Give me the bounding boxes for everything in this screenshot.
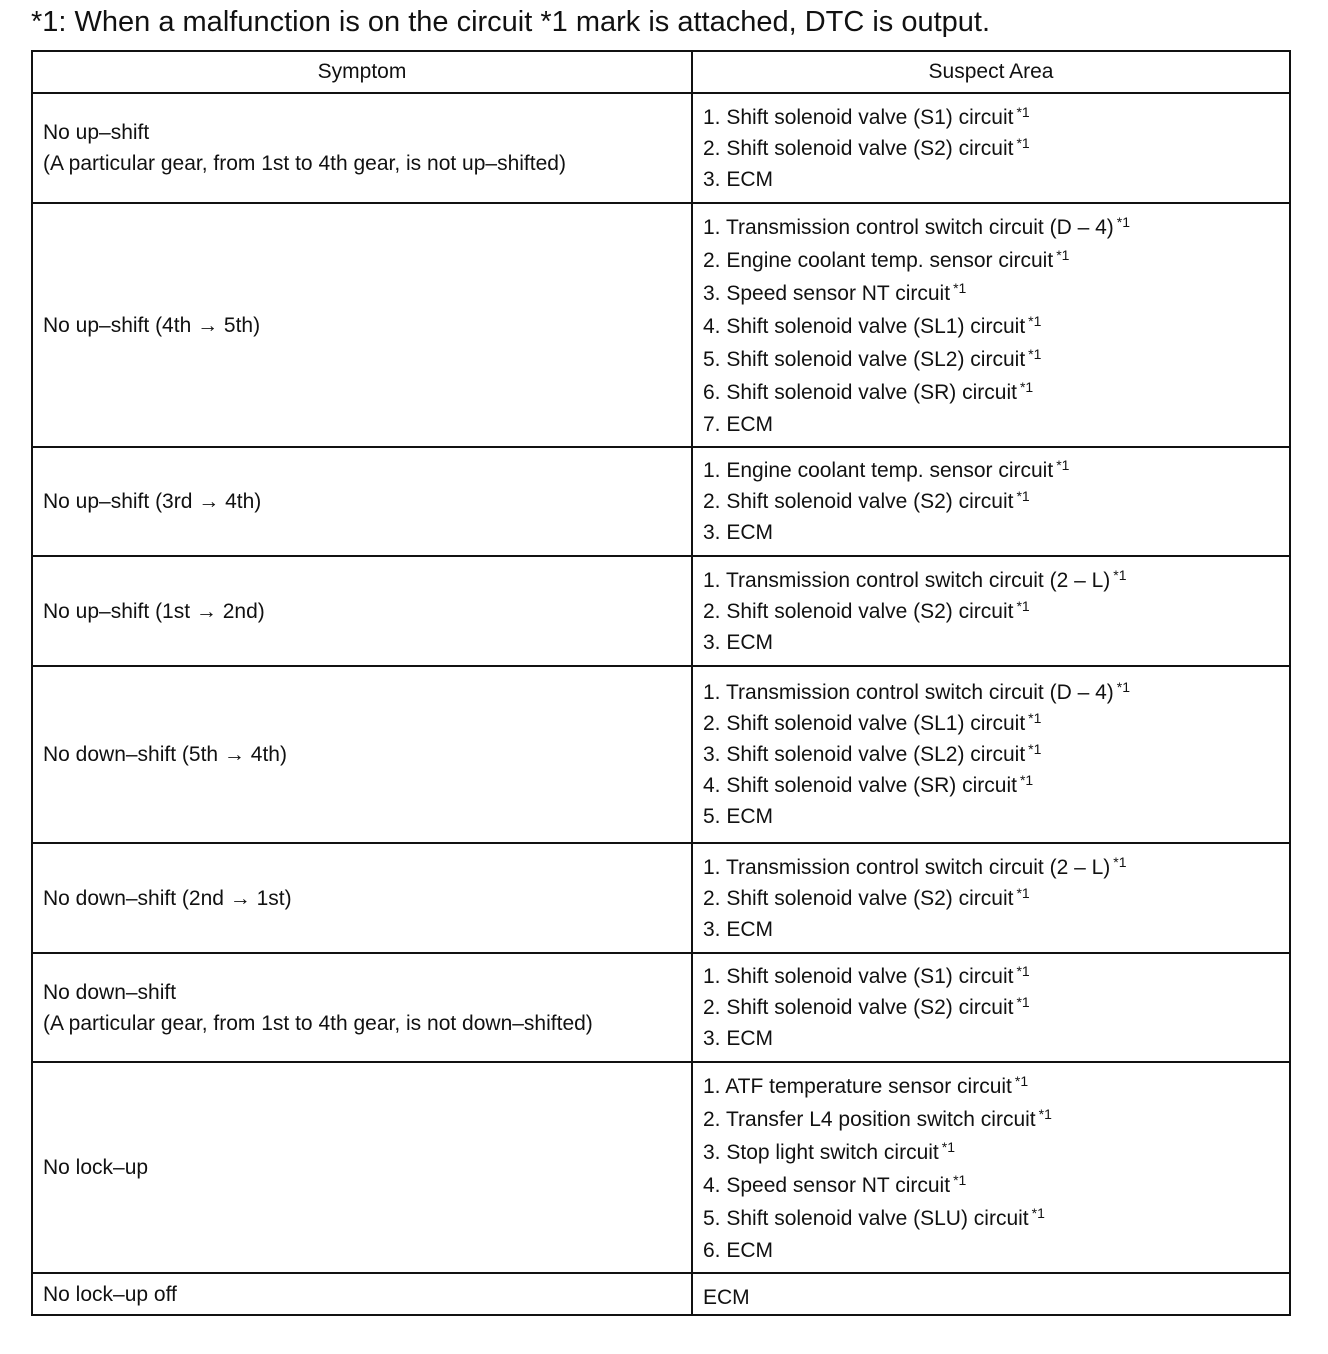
suspect-item-text: 4. Shift solenoid valve (SL1) circuit	[703, 314, 1026, 338]
suspect-item	[703, 1235, 1279, 1266]
suspect-item	[703, 565, 1279, 596]
symptom-cell	[32, 843, 692, 953]
symptom-line: No up–shift (1st → 2nd)	[43, 599, 265, 623]
dtc-mark: *1	[1038, 1105, 1052, 1122]
symptom-line: No lock–up off	[43, 1282, 177, 1306]
suspect-item-text: 5. Shift solenoid valve (SL2) circuit	[703, 347, 1026, 371]
suspect-item-text: 3. Speed sensor NT circuit	[703, 281, 951, 305]
dtc-mark: *1	[953, 279, 967, 296]
suspect-item	[703, 486, 1279, 517]
symptom-line: No up–shift	[43, 121, 150, 144]
suspect-item	[703, 310, 1279, 343]
symptom-cell	[32, 1062, 692, 1273]
suspect-item-text: 2. Shift solenoid valve (S2) circuit	[703, 490, 1014, 513]
suspect-item-text: 4. Speed sensor NT circuit	[703, 1173, 951, 1197]
suspect-item	[703, 1070, 1279, 1103]
suspect-item-text: 6. ECM	[703, 1238, 774, 1262]
suspect-item-text: 3. ECM	[703, 167, 774, 191]
suspect-item-text: 1. Engine coolant temp. sensor circuit	[703, 459, 1054, 482]
dtc-mark: *1	[1028, 312, 1042, 329]
suspect-area-cell	[692, 93, 1290, 203]
suspect-item-text: 2. Shift solenoid valve (SL1) circuit	[703, 712, 1026, 735]
suspect-area-cell	[692, 843, 1290, 953]
suspect-item	[703, 992, 1279, 1023]
table-row	[32, 203, 1290, 447]
symptom-cell	[32, 203, 692, 447]
header-row	[32, 51, 1290, 93]
suspect-item	[703, 164, 1279, 195]
suspect-item-text: 3. Shift solenoid valve (SL2) circuit	[703, 743, 1026, 766]
symptom-line: No down–shift	[43, 980, 177, 1004]
suspect-item	[703, 627, 1279, 658]
symptom-cell	[32, 953, 692, 1062]
suspect-area-cell	[692, 1273, 1290, 1315]
dtc-mark: *1	[1116, 679, 1131, 695]
dtc-mark: *1	[1016, 884, 1030, 901]
symptom-cell	[32, 556, 692, 666]
symptom-cell	[32, 1273, 692, 1315]
suspect-area-cell	[692, 447, 1290, 556]
suspect-item-text: 1. Transmission control switch circuit (2 – L)	[703, 855, 1111, 879]
suspect-item-text: 3. ECM	[703, 917, 774, 941]
table-row	[32, 666, 1290, 843]
suspect-item	[703, 517, 1279, 548]
dtc-mark: *1	[1019, 772, 1034, 788]
table-row	[32, 953, 1290, 1062]
suspect-item	[703, 1279, 1279, 1310]
dtc-mark: *1	[1116, 213, 1131, 230]
suspect-area-cell	[692, 203, 1290, 447]
dtc-mark: *1	[1014, 1072, 1029, 1089]
dtc-mark: *1	[1113, 853, 1127, 870]
symptom-line: No up–shift (4th → 5th)	[43, 313, 261, 337]
dtc-mark: *1	[1113, 566, 1127, 583]
suspect-item	[703, 102, 1279, 133]
suspect-item-text: 1. Shift solenoid valve (S1) circuit	[703, 105, 1014, 129]
suspect-item-text: 3. ECM	[703, 630, 774, 654]
suspect-item-text: 4. Shift solenoid valve (SR) circuit	[703, 774, 1017, 797]
dtc-mark: *1	[1016, 963, 1030, 979]
suspect-item-text: 3. ECM	[703, 521, 774, 544]
symptom-line: (A particular gear, from 1st to 4th gear, is not up–shifted)	[43, 152, 566, 175]
suspect-item-text: 3. Stop light switch circuit	[703, 1140, 939, 1164]
suspect-item	[703, 1103, 1279, 1136]
suspect-item	[703, 211, 1279, 244]
dtc-mark: *1	[1016, 103, 1030, 120]
suspect-item	[703, 677, 1279, 708]
suspect-item	[703, 343, 1279, 376]
suspect-item	[703, 133, 1279, 164]
suspect-item-text: 2. Engine coolant temp. sensor circuit	[703, 248, 1054, 272]
suspect-area-cell	[692, 556, 1290, 666]
dtc-mark: *1	[1056, 246, 1070, 263]
header-suspect-area: Suspect Area	[692, 51, 1290, 93]
dtc-mark: *1	[1019, 378, 1034, 395]
table-row	[32, 556, 1290, 666]
suspect-item	[703, 277, 1279, 310]
dtc-mark: *1	[1016, 488, 1030, 504]
dtc-mark: *1	[1028, 710, 1042, 726]
suspect-item-text: 2. Shift solenoid valve (S2) circuit	[703, 136, 1014, 160]
symptom-cell	[32, 447, 692, 556]
suspect-area-cell	[692, 1062, 1290, 1273]
table-row	[32, 447, 1290, 556]
table-row	[32, 1062, 1290, 1273]
symptom-line: No down–shift (2nd → 1st)	[43, 886, 292, 910]
suspect-area-cell	[692, 666, 1290, 843]
suspect-item	[703, 883, 1279, 914]
dtc-mark: *1	[1016, 134, 1030, 151]
suspect-item	[703, 1023, 1279, 1054]
symptom-line: No up–shift (3rd → 4th)	[43, 490, 262, 513]
suspect-item	[703, 739, 1279, 770]
dtc-mark: *1	[1031, 1204, 1045, 1221]
suspect-item-text: 5. ECM	[703, 805, 774, 828]
suspect-item	[703, 961, 1279, 992]
suspect-item	[703, 914, 1279, 945]
suspect-item-text: 1. ATF temperature sensor circuit	[703, 1074, 1012, 1098]
symptom-table	[31, 50, 1291, 1316]
dtc-mark: *1	[1016, 597, 1030, 614]
table-row	[32, 843, 1290, 953]
table-row	[32, 1273, 1290, 1315]
suspect-item	[703, 852, 1279, 883]
dtc-mark: *1	[1028, 741, 1042, 757]
suspect-item	[703, 376, 1279, 409]
dtc-mark: *1	[1056, 457, 1070, 473]
suspect-item-text: ECM	[703, 1285, 750, 1309]
suspect-item-text: 3. ECM	[703, 1027, 774, 1050]
dtc-mark: *1	[953, 1171, 967, 1188]
symptom-line: No down–shift (5th → 4th)	[43, 743, 287, 766]
table-body	[32, 93, 1290, 1315]
suspect-item-text: 5. Shift solenoid valve (SLU) circuit	[703, 1206, 1029, 1230]
suspect-item	[703, 801, 1279, 832]
suspect-item	[703, 708, 1279, 739]
dtc-mark: *1	[1016, 994, 1030, 1010]
footnote-text: *1: When a malfunction is on the circuit *1 mark is attached, DTC is output.	[31, 6, 991, 38]
suspect-item	[703, 455, 1279, 486]
suspect-item	[703, 1169, 1279, 1202]
symptom-line: (A particular gear, from 1st to 4th gear, is not down–shifted)	[43, 1011, 593, 1035]
suspect-item-text: 1. Shift solenoid valve (S1) circuit	[703, 965, 1014, 988]
dtc-mark: *1	[1028, 345, 1042, 362]
suspect-item	[703, 596, 1279, 627]
suspect-item	[703, 770, 1279, 801]
suspect-item-text: 6. Shift solenoid valve (SR) circuit	[703, 380, 1017, 404]
suspect-item-text: 2. Shift solenoid valve (S2) circuit	[703, 996, 1014, 1019]
symptom-cell	[32, 93, 692, 203]
suspect-item-text: 2. Shift solenoid valve (S2) circuit	[703, 886, 1014, 910]
suspect-item	[703, 1136, 1279, 1169]
suspect-item	[703, 1202, 1279, 1235]
table-row	[32, 93, 1290, 203]
suspect-item-text: 1. Transmission control switch circuit (D – 4)	[703, 215, 1114, 239]
suspect-area-cell	[692, 953, 1290, 1062]
suspect-item-text: 1. Transmission control switch circuit (D – 4)	[703, 681, 1114, 704]
suspect-item	[703, 244, 1279, 277]
suspect-item-text: 2. Shift solenoid valve (S2) circuit	[703, 599, 1014, 623]
suspect-item	[703, 409, 1279, 440]
symptom-cell	[32, 666, 692, 843]
suspect-item-text: 7. ECM	[703, 412, 774, 436]
header-symptom: Symptom	[32, 51, 692, 93]
dtc-mark: *1	[941, 1138, 955, 1155]
suspect-item-text: 2. Transfer L4 position switch circuit	[703, 1107, 1036, 1131]
symptom-line: No lock–up	[43, 1156, 149, 1179]
suspect-item-text: 1. Transmission control switch circuit (2 – L)	[703, 568, 1111, 592]
